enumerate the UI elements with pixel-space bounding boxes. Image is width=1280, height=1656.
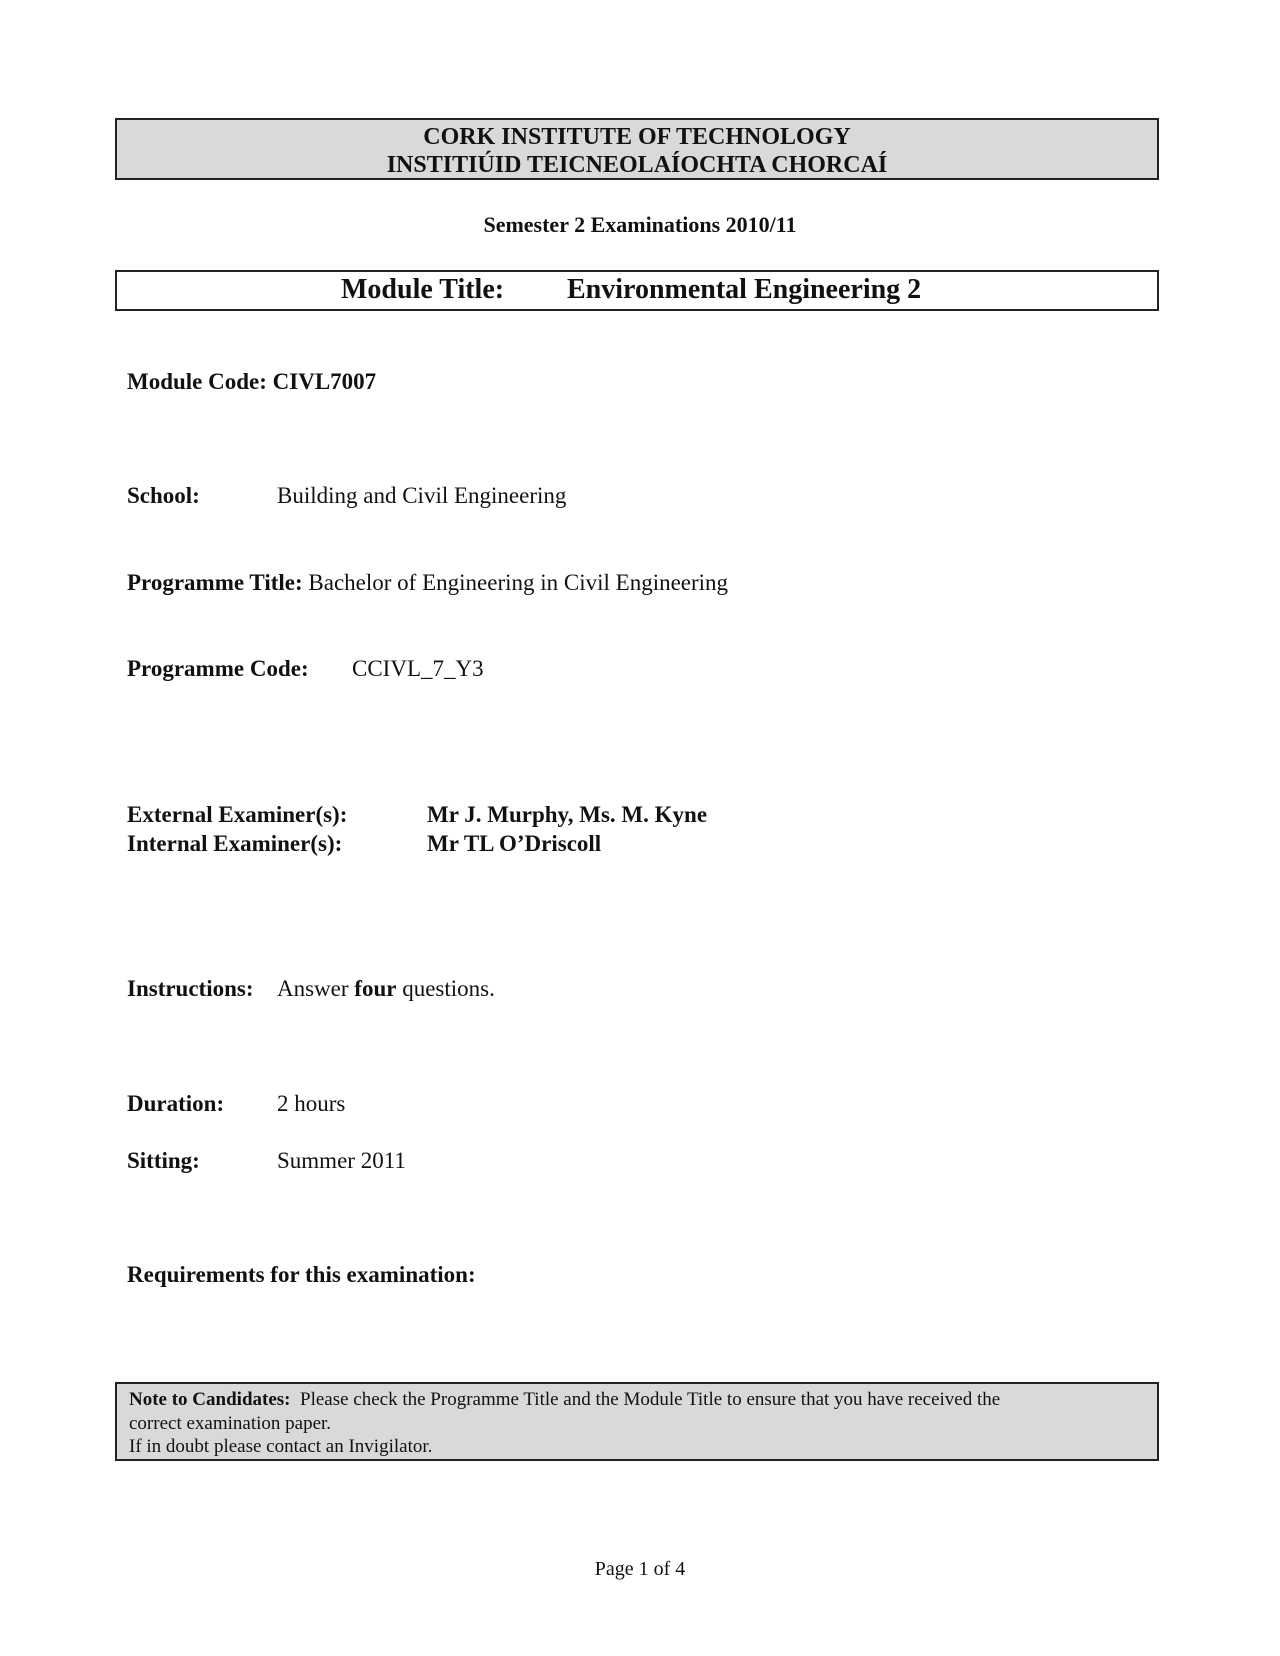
institution-name-english: CORK INSTITUTE OF TECHNOLOGY — [423, 124, 851, 150]
programme-title-label: Programme Title: — [127, 570, 303, 595]
external-examiners-label: External Examiner(s): — [127, 802, 348, 827]
programme-title-value: Bachelor of Engineering in Civil Engineering — [308, 570, 729, 595]
module-code: Module Code: CIVL7007 — [127, 369, 377, 394]
school-label: School: — [127, 483, 200, 508]
instructions-emphasis: four — [354, 976, 397, 1001]
duration-value: 2 hours — [277, 1091, 346, 1116]
module-title-box — [115, 270, 1159, 311]
programme-code-label: Programme Code: — [127, 656, 309, 681]
instructions-pre: Answer — [277, 976, 349, 1001]
school-value: Building and Civil Engineering — [277, 483, 567, 508]
requirements-heading: Requirements for this examination: — [127, 1262, 476, 1287]
note-line-1 — [129, 1388, 1145, 1412]
instructions-label: Instructions: — [127, 976, 254, 1001]
exam-semester: Semester 2 Examinations 2010/11 — [483, 212, 797, 237]
note-label: Note to Candidates: — [129, 1389, 291, 1410]
instructions-text — [277, 975, 495, 1003]
sitting-value: Summer 2011 — [277, 1148, 406, 1173]
module-title-label: Module Title: — [341, 274, 505, 305]
internal-examiners-value: Mr TL O’Driscoll — [427, 831, 602, 856]
note-text-1: Please check the Programme Title and the Module Title to ensure that you have received the — [300, 1389, 1001, 1410]
instructions-post: questions. — [402, 976, 495, 1001]
institution-header — [115, 118, 1159, 180]
sitting-label: Sitting: — [127, 1148, 200, 1173]
note-to-candidates — [115, 1382, 1159, 1461]
page-number: Page 1 of 4 — [594, 1558, 686, 1580]
note-line-3: If in doubt please contact an Invigilator. — [129, 1436, 433, 1457]
duration-label: Duration: — [127, 1091, 225, 1116]
institution-name-irish: INSTITIÚID TEICNEOLAÍOCHTA CHORCAÍ — [386, 152, 888, 178]
programme-code-value: CCIVL_7_Y3 — [352, 656, 484, 681]
external-examiners-value: Mr J. Murphy, Ms. M. Kyne — [427, 802, 708, 827]
programme-title — [127, 569, 728, 597]
note-line-2: correct examination paper. — [129, 1412, 332, 1434]
internal-examiners-label: Internal Examiner(s): — [127, 831, 343, 856]
module-title-value: Environmental Engineering 2 — [567, 274, 922, 305]
